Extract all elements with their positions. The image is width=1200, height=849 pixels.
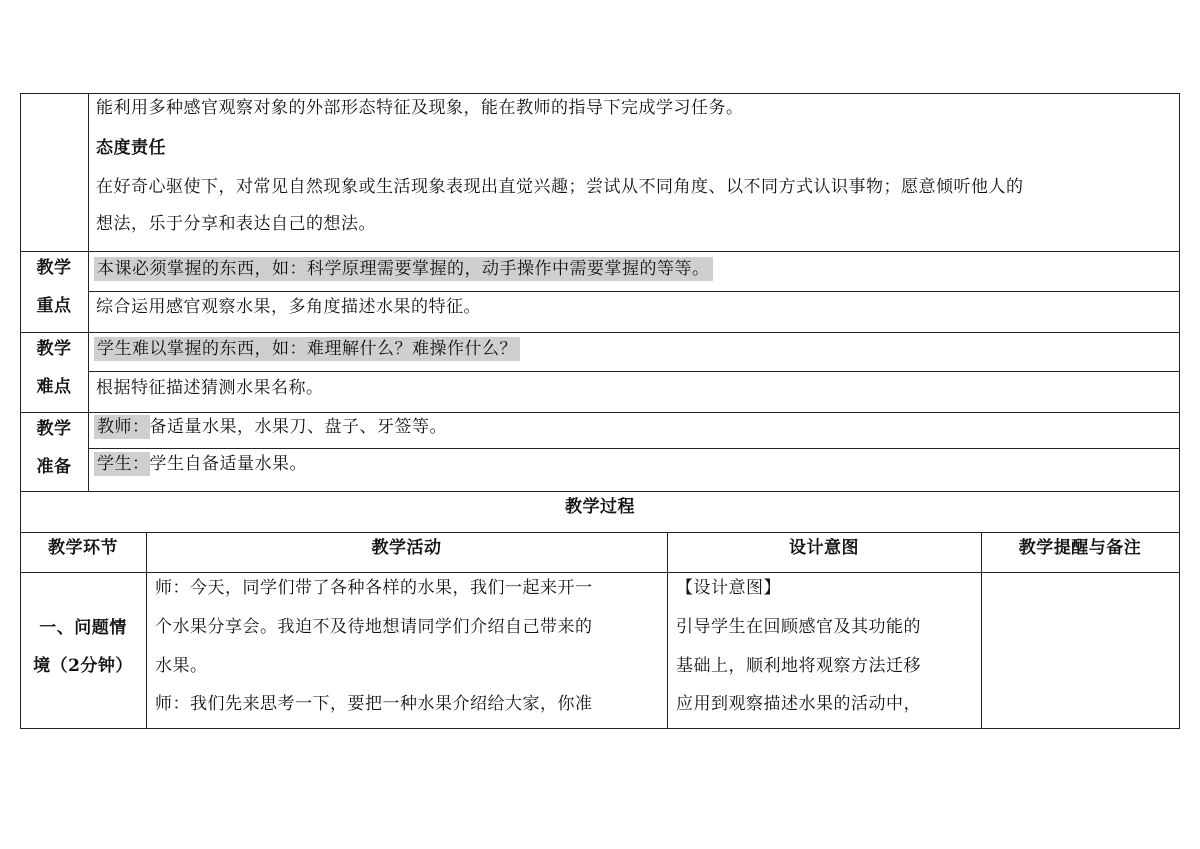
rule-col-stage	[146, 532, 147, 729]
attitude-heading: 态度责任	[96, 138, 166, 158]
preparation-label-2: 准备	[36, 457, 72, 477]
key-points-label-1: 教学	[36, 258, 72, 278]
objective-line: 能利用多种感官观察对象的外部形态特征及现象，能在教师的指导下完成学习任务。	[96, 98, 744, 118]
teacher-label: 教师：	[94, 415, 150, 439]
rule-bottom	[20, 728, 1180, 729]
header-stage: 教学环节	[48, 538, 118, 558]
student-content: 学生自备适量水果。	[149, 454, 307, 474]
rule-row1-top	[20, 572, 1180, 573]
stage-line-1: 一、问题情	[39, 618, 127, 638]
key-points-label-2: 重点	[36, 296, 72, 316]
preparation-label-1: 教学	[36, 419, 72, 439]
rule-diff-mid	[88, 371, 1180, 372]
rule-col-intent	[981, 532, 982, 729]
student-label: 学生：	[94, 452, 150, 476]
stage-line-2: 境（2分钟）	[33, 656, 133, 676]
difficulties-content: 根据特征描述猜测水果名称。	[96, 378, 324, 398]
difficulties-hint: 学生难以掌握的东西，如：难理解什么？难操作什么？	[94, 337, 520, 361]
rule-key-top	[20, 251, 1180, 252]
difficulties-label-2: 难点	[36, 377, 72, 397]
rule-diff-top	[20, 332, 1180, 333]
rule-prep-top	[20, 412, 1180, 413]
key-points-content: 综合运用感官观察水果，多角度描述水果的特征。	[96, 297, 481, 317]
activity-line-1: 师：今天，同学们带了各种各样的水果，我们一起来开一	[155, 578, 593, 598]
difficulties-label-1: 教学	[36, 339, 72, 359]
rule-label-col	[88, 93, 89, 492]
rule-col-activity	[667, 532, 668, 729]
rule-process-title-top	[20, 491, 1180, 492]
attitude-line-2: 想法，乐于分享和表达自己的想法。	[96, 214, 376, 234]
activity-line-2: 个水果分享会。我迫不及待地想请同学们介绍自己带来的	[155, 617, 593, 637]
attitude-line-1: 在好奇心驱使下，对常见自然现象或生活现象表现出直觉兴趣；尝试从不同角度、以不同方式认识事物；愿意倾听他人的	[96, 177, 1024, 197]
preparation-student-row	[94, 454, 307, 474]
activity-line-4: 师：我们先来思考一下，要把一种水果介绍给大家，你准	[155, 694, 593, 714]
rule-right	[1179, 93, 1180, 729]
rule-prep-mid	[88, 448, 1180, 449]
intent-line-1: 【设计意图】	[676, 578, 781, 598]
rule-header-top	[20, 532, 1180, 533]
intent-line-4: 应用到观察描述水果的活动中，	[676, 694, 921, 714]
process-title: 教学过程	[565, 497, 635, 517]
key-points-hint: 本课必须掌握的东西，如：科学原理需要掌握的，动手操作中需要掌握的等等。	[94, 257, 713, 281]
rule-top	[20, 93, 1180, 94]
preparation-teacher-row	[94, 417, 447, 437]
header-activity: 教学活动	[371, 538, 442, 558]
header-intent: 设计意图	[789, 538, 859, 558]
teacher-content: 备适量水果，水果刀、盘子、牙签等。	[149, 417, 447, 437]
intent-line-3: 基础上，顺利地将观察方法迁移	[676, 656, 921, 676]
header-notes: 教学提醒与备注	[1018, 538, 1142, 558]
rule-key-mid	[88, 291, 1180, 292]
intent-line-2: 引导学生在回顾感官及其功能的	[676, 617, 921, 637]
activity-line-3: 水果。	[155, 656, 208, 676]
